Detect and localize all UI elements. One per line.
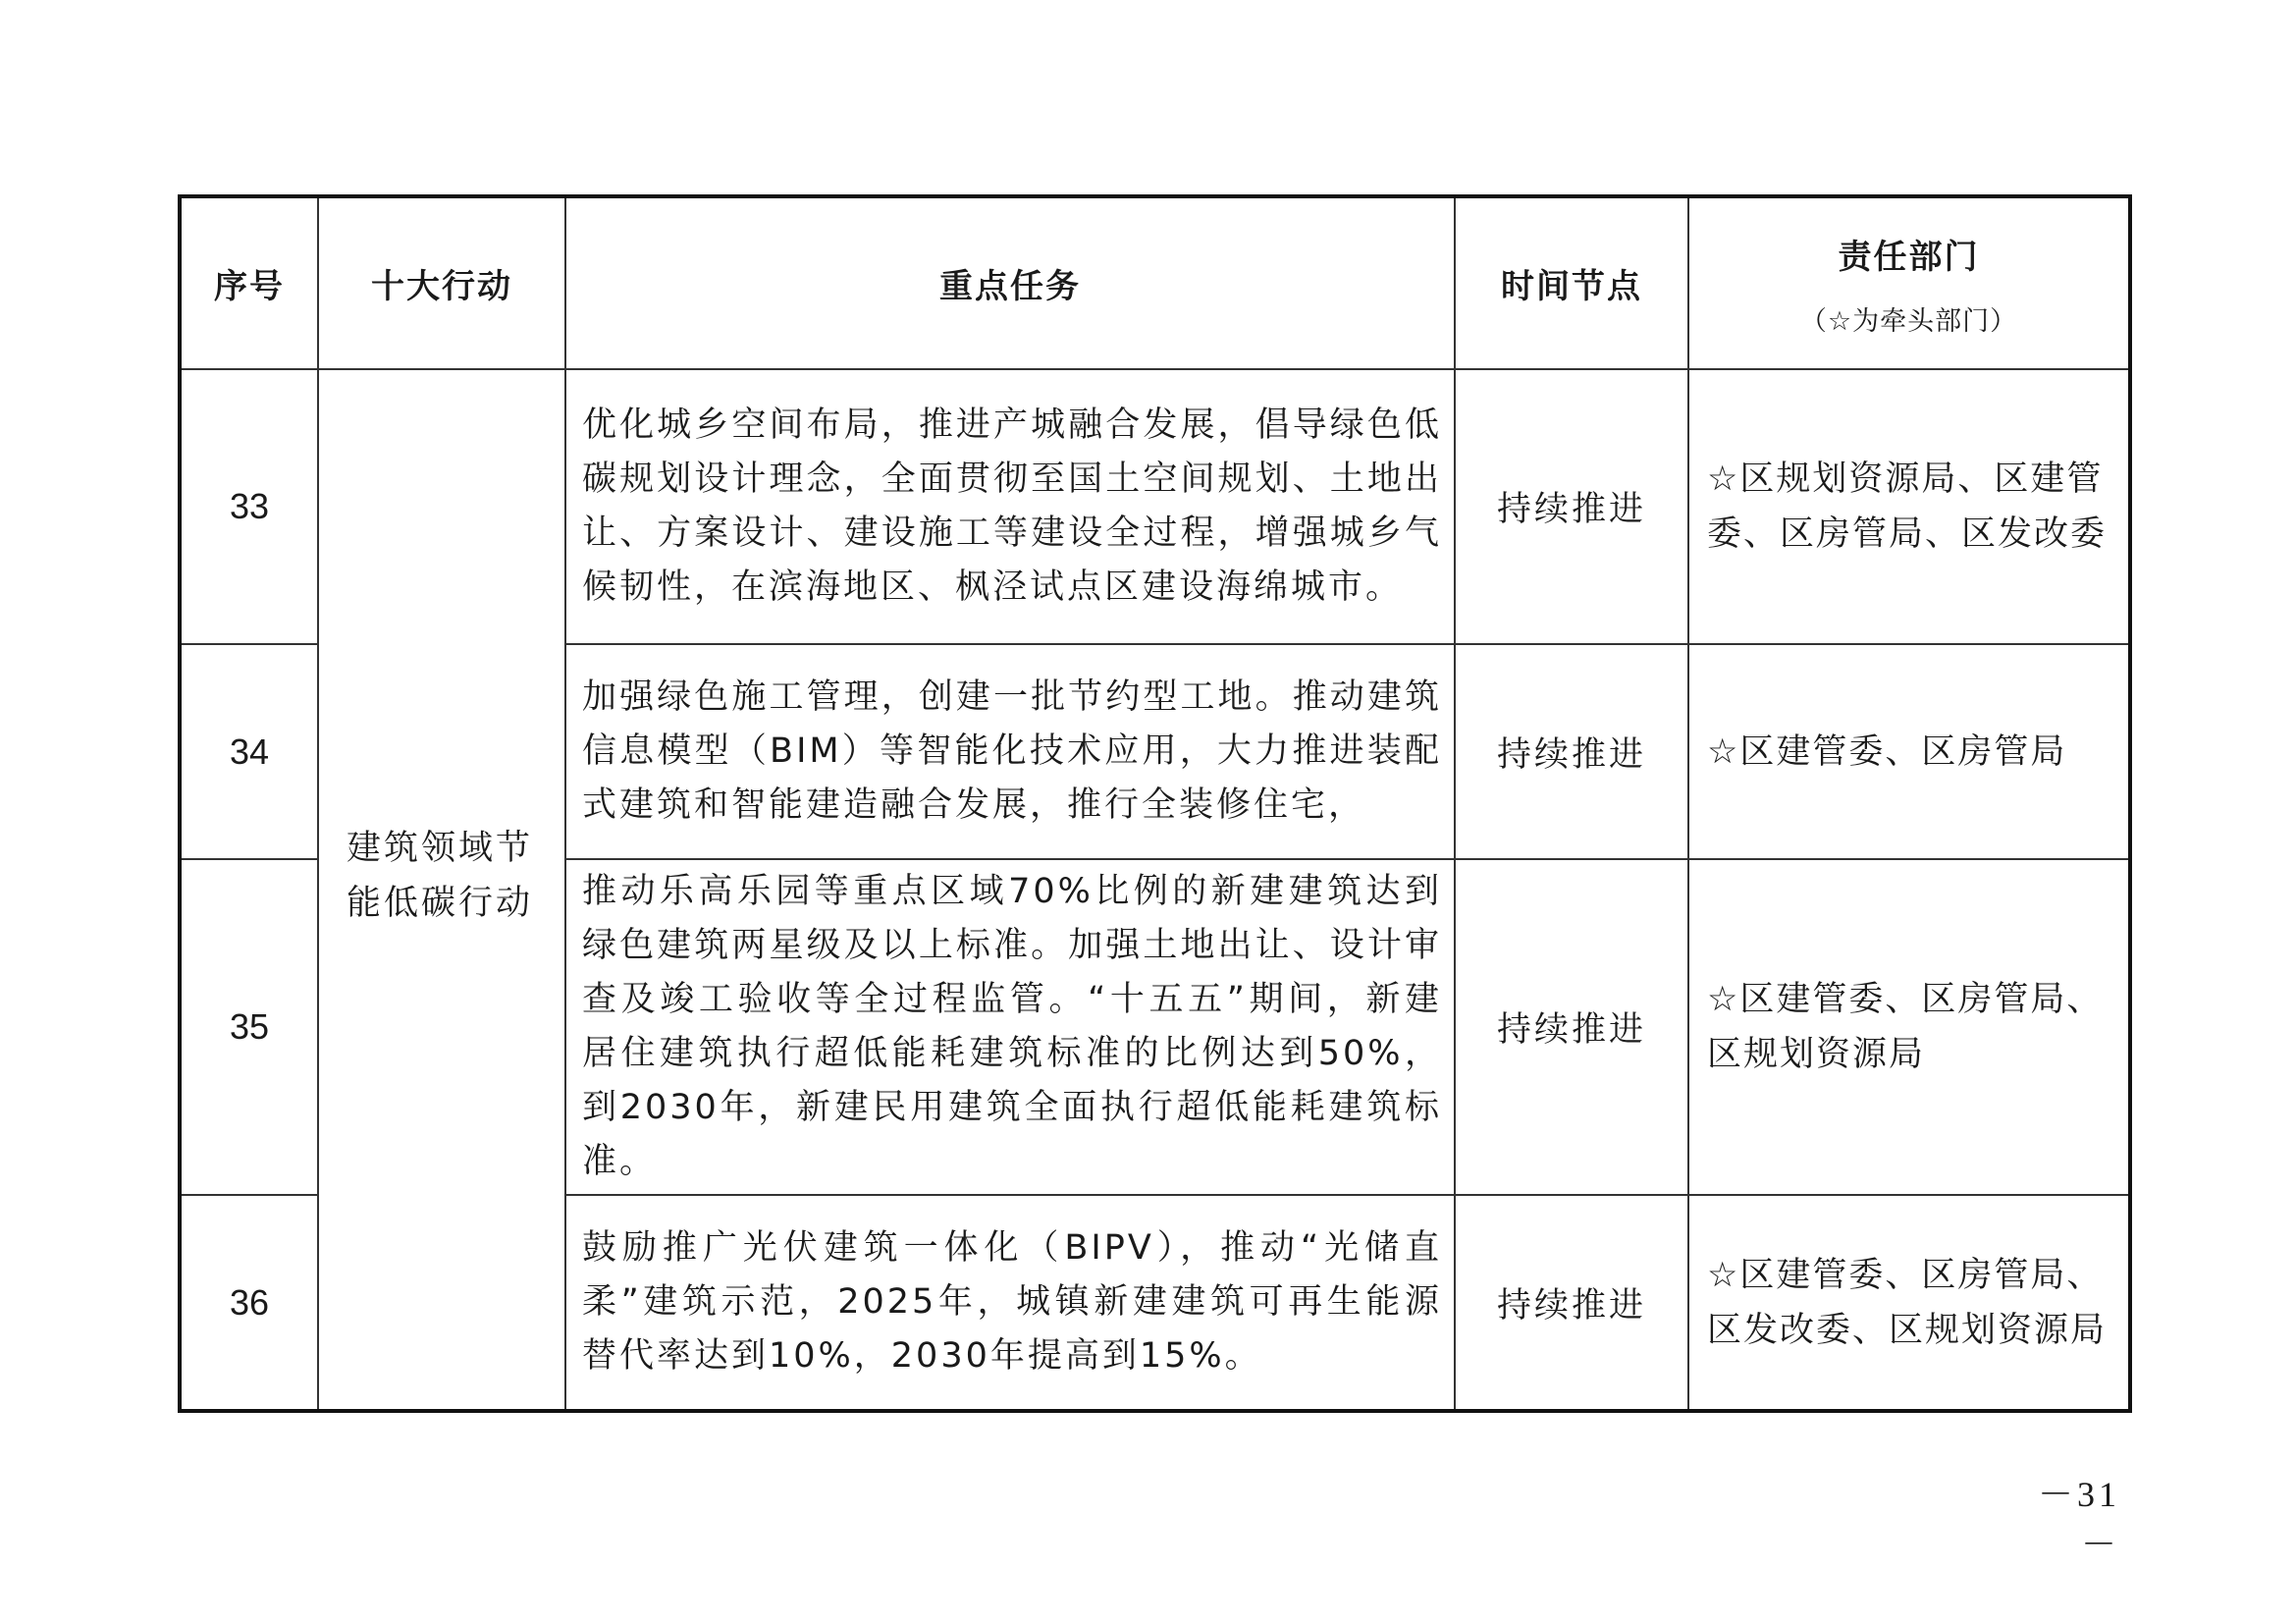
- row-dept: ☆区建管委、区房管局、区发改委、区规划资源局: [1688, 1195, 2130, 1411]
- row-seq: 36: [180, 1195, 318, 1411]
- header-dept: [1688, 196, 2130, 369]
- row-time: 持续推进: [1455, 1195, 1688, 1411]
- row-dept: ☆区建管委、区房管局: [1688, 644, 2130, 859]
- row-seq: 35: [180, 859, 318, 1195]
- row-task: 鼓励推广光伏建筑一体化（BIPV），推动“光储直柔”建筑示范，2025年，城镇新建建筑可再生能源替代率达到10%，2030年提高到15%。: [565, 1195, 1455, 1411]
- header-dept-note: （☆为牵头部门）: [1799, 305, 2018, 337]
- table-header-row: [180, 196, 2130, 369]
- task-table: [178, 194, 2132, 1413]
- header-dept-title: 责任部门: [1838, 237, 1980, 277]
- row-time: 持续推进: [1455, 644, 1688, 859]
- row-seq: 33: [180, 369, 318, 644]
- header-time: 时间节点: [1455, 196, 1688, 369]
- row-time: 持续推进: [1455, 859, 1688, 1195]
- row-seq: 34: [180, 644, 318, 859]
- header-seq: 序号: [180, 196, 318, 369]
- row-task: 推动乐高乐园等重点区域70%比例的新建建筑达到绿色建筑两星级及以上标准。加强土地出让、设计审查及竣工验收等全过程监管。“十五五”期间，新建居住建筑执行超低能耗建筑标准的比例达到50%，到2030年，新建民用建筑全面执行超低能耗建筑标准。: [565, 859, 1455, 1195]
- row-task: 加强绿色施工管理，创建一批节约型工地。推动建筑信息模型（BIM）等智能化技术应用，大力推进装配式建筑和智能建造融合发展，推行全装修住宅，: [565, 644, 1455, 859]
- table-row: [180, 369, 2130, 644]
- action-cell: [318, 369, 565, 1411]
- row-time: 持续推进: [1455, 369, 1688, 644]
- header-action: 十大行动: [318, 196, 565, 369]
- row-dept: ☆区建管委、区房管局、区规划资源局: [1688, 859, 2130, 1195]
- row-dept: ☆区规划资源局、区建管委、区房管局、区发改委: [1688, 369, 2130, 644]
- header-task: 重点任务: [565, 196, 1455, 369]
- row-task: 优化城乡空间布局，推进产城融合发展，倡导绿色低碳规划设计理念，全面贯彻至国土空间规划、土地出让、方案设计、建设施工等建设全过程，增强城乡气候韧性，在滨海地区、枫泾试点区建设海绵城市。: [565, 369, 1455, 644]
- page-number: －31－: [2037, 1475, 2120, 1564]
- action-label: 建筑领域节能低碳行动: [347, 829, 534, 923]
